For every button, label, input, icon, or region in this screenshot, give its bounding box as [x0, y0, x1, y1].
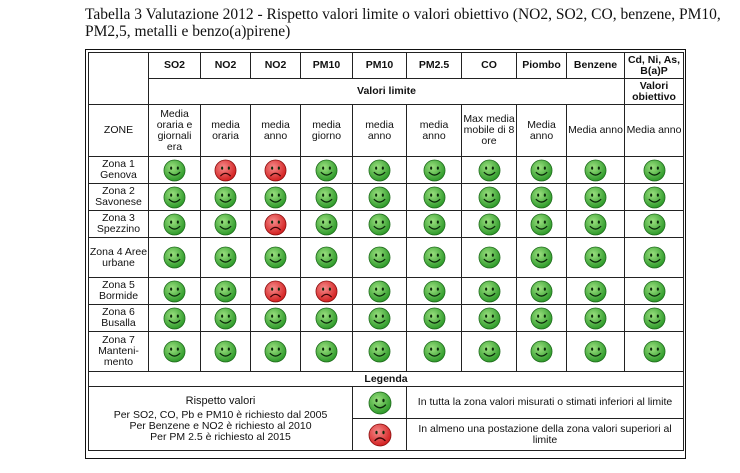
period-header: Media anno [625, 105, 684, 157]
table-caption: Tabella 3 Valutazione 2012 - Rispetto valori limite o valori obiettivo (NO2, SO2, CO, benzene, PM10, PM2,5, metalli e benzo(a)pirene) [85, 6, 721, 40]
zone-row [89, 332, 684, 372]
legend-note: Per SO2, CO, Pb e PM10 è richiesto dal 2005 [113, 409, 328, 421]
zone-header: ZONE [89, 105, 149, 157]
status-cell [407, 211, 462, 238]
period-header: media oraria [201, 105, 251, 157]
status-cell [201, 332, 251, 372]
smiley-green-icon [368, 391, 392, 415]
status-cell [407, 184, 462, 211]
status-cell [301, 278, 353, 305]
status-cell [462, 157, 517, 184]
status-cell [517, 157, 567, 184]
legend-notes [89, 387, 353, 451]
status-cell [567, 332, 625, 372]
group-header-row [89, 79, 684, 105]
period-header: Media anno [517, 105, 567, 157]
smiley-green-icon [163, 186, 186, 209]
status-cell [407, 305, 462, 332]
smiley-green-icon [423, 340, 446, 363]
status-cell [517, 278, 567, 305]
evaluation-table [88, 52, 684, 451]
status-cell [567, 157, 625, 184]
status-cell [517, 238, 567, 278]
legend-left-title: Rispetto valori [185, 395, 256, 407]
status-cell [353, 332, 407, 372]
smiley-green-icon [315, 307, 338, 330]
pollutant-header: NO2 [251, 53, 301, 79]
smiley-green-icon [368, 186, 391, 209]
smiley-green-icon [163, 280, 186, 303]
smiley-green-icon [214, 246, 237, 269]
legend-title-row [89, 372, 684, 387]
smiley-green-icon [643, 280, 666, 303]
status-cell [625, 305, 684, 332]
smiley-green-icon [423, 213, 446, 236]
status-cell [567, 238, 625, 278]
status-cell [517, 305, 567, 332]
smiley-green-icon [478, 159, 501, 182]
smiley-green-icon [315, 246, 338, 269]
smiley-green-icon [163, 213, 186, 236]
zone-name: Zona 4 Aree urbane [89, 238, 149, 278]
smiley-green-icon [214, 340, 237, 363]
status-cell [625, 238, 684, 278]
status-cell [353, 157, 407, 184]
smiley-green-icon [264, 186, 287, 209]
smiley-green-icon [423, 280, 446, 303]
smiley-green-icon [530, 213, 553, 236]
status-cell [301, 184, 353, 211]
status-cell [251, 184, 301, 211]
smiley-green-icon [163, 246, 186, 269]
status-cell [462, 238, 517, 278]
status-cell [149, 157, 201, 184]
period-header: Max media mobile di 8 ore [462, 105, 517, 157]
smiley-green-icon [264, 246, 287, 269]
status-cell [462, 211, 517, 238]
status-cell [301, 211, 353, 238]
status-cell [149, 211, 201, 238]
zone-row [89, 238, 684, 278]
status-cell [251, 278, 301, 305]
legend-ko-icon-cell [353, 419, 407, 451]
status-cell [353, 238, 407, 278]
smiley-green-icon [584, 213, 607, 236]
smiley-green-icon [163, 159, 186, 182]
status-cell [407, 332, 462, 372]
smiley-green-icon [368, 213, 391, 236]
status-cell [567, 278, 625, 305]
corner-cell [89, 53, 149, 105]
smiley-green-icon [643, 246, 666, 269]
pollutant-header: Cd, Ni, As, B(a)P [625, 53, 684, 79]
zone-row [89, 278, 684, 305]
pollutant-header-row [89, 53, 684, 79]
status-cell [149, 305, 201, 332]
status-cell [301, 157, 353, 184]
status-cell [149, 238, 201, 278]
smiley-green-icon [214, 307, 237, 330]
smiley-green-icon [368, 340, 391, 363]
smiley-green-icon [423, 186, 446, 209]
smiley-green-icon [584, 186, 607, 209]
period-header: media anno [407, 105, 462, 157]
status-cell [251, 157, 301, 184]
frowny-red-icon [315, 280, 338, 303]
period-header: Media anno [567, 105, 625, 157]
legend-ok-icon-cell [353, 387, 407, 419]
smiley-green-icon [530, 340, 553, 363]
smiley-green-icon [584, 340, 607, 363]
zone-name: Zona 7 Manteni- mento [89, 332, 149, 372]
smiley-green-icon [584, 159, 607, 182]
status-cell [407, 278, 462, 305]
smiley-green-icon [315, 186, 338, 209]
status-cell [625, 157, 684, 184]
status-cell [353, 184, 407, 211]
pollutant-header: PM10 [353, 53, 407, 79]
period-header: media giorno [301, 105, 353, 157]
zone-row [89, 211, 684, 238]
legend-row-ok [89, 387, 684, 419]
pollutant-header: PM10 [301, 53, 353, 79]
smiley-green-icon [530, 186, 553, 209]
status-cell [462, 332, 517, 372]
frowny-red-icon [264, 280, 287, 303]
status-cell [517, 211, 567, 238]
smiley-green-icon [163, 340, 186, 363]
legend-ko-text: In almeno una postazione della zona valori superiori al limite [407, 419, 684, 451]
status-cell [625, 211, 684, 238]
smiley-green-icon [643, 213, 666, 236]
status-cell [407, 238, 462, 278]
frowny-red-icon [368, 423, 392, 447]
smiley-green-icon [643, 340, 666, 363]
smiley-green-icon [315, 159, 338, 182]
legend-note: Per Benzene e NO2 è richiesto al 2010 [129, 420, 312, 432]
smiley-green-icon [368, 280, 391, 303]
smiley-green-icon [643, 159, 666, 182]
frowny-red-icon [214, 159, 237, 182]
status-cell [517, 184, 567, 211]
smiley-green-icon [584, 307, 607, 330]
status-cell [625, 278, 684, 305]
smiley-green-icon [478, 307, 501, 330]
pollutant-header: SO2 [149, 53, 201, 79]
smiley-green-icon [530, 159, 553, 182]
smiley-green-icon [368, 307, 391, 330]
smiley-green-icon [530, 246, 553, 269]
smiley-green-icon [478, 280, 501, 303]
frowny-red-icon [264, 159, 287, 182]
status-cell [251, 238, 301, 278]
smiley-green-icon [315, 340, 338, 363]
status-cell [201, 278, 251, 305]
smiley-green-icon [264, 307, 287, 330]
smiley-green-icon [478, 246, 501, 269]
smiley-green-icon [478, 340, 501, 363]
status-cell [462, 278, 517, 305]
zone-row [89, 157, 684, 184]
status-cell [251, 305, 301, 332]
frowny-red-icon [264, 213, 287, 236]
smiley-green-icon [163, 307, 186, 330]
status-cell [201, 157, 251, 184]
pollutant-header: NO2 [201, 53, 251, 79]
status-cell [201, 184, 251, 211]
zone-name: Zona 6 Busalla [89, 305, 149, 332]
legend-title: Legenda [89, 372, 684, 387]
smiley-green-icon [530, 307, 553, 330]
pollutant-header: Benzene [567, 53, 625, 79]
smiley-green-icon [214, 280, 237, 303]
smiley-green-icon [584, 280, 607, 303]
status-cell [353, 211, 407, 238]
group-limit-label: Valori limite [149, 79, 625, 105]
smiley-green-icon [264, 340, 287, 363]
pollutant-header: Piombo [517, 53, 567, 79]
zone-row [89, 184, 684, 211]
period-header: media anno [353, 105, 407, 157]
status-cell [567, 305, 625, 332]
status-cell [301, 305, 353, 332]
status-cell [462, 184, 517, 211]
smiley-green-icon [478, 186, 501, 209]
status-cell [353, 278, 407, 305]
smiley-green-icon [643, 186, 666, 209]
status-cell [625, 184, 684, 211]
group-target-label: Valori obiettivo [625, 79, 684, 105]
status-cell [201, 238, 251, 278]
smiley-green-icon [423, 307, 446, 330]
smiley-green-icon [315, 213, 338, 236]
smiley-green-icon [368, 246, 391, 269]
period-header: Media oraria e giornali era [149, 105, 201, 157]
status-cell [567, 211, 625, 238]
status-cell [567, 184, 625, 211]
status-cell [517, 332, 567, 372]
status-cell [201, 211, 251, 238]
smiley-green-icon [643, 307, 666, 330]
zone-row [89, 305, 684, 332]
zone-name: Zona 1 Genova [89, 157, 149, 184]
smiley-green-icon [530, 280, 553, 303]
zone-name: Zona 5 Bormide [89, 278, 149, 305]
smiley-green-icon [423, 159, 446, 182]
smiley-green-icon [478, 213, 501, 236]
status-cell [149, 278, 201, 305]
status-cell [462, 305, 517, 332]
smiley-green-icon [214, 186, 237, 209]
period-header: media anno [251, 105, 301, 157]
status-cell [251, 332, 301, 372]
period-header-row [89, 105, 684, 157]
smiley-green-icon [584, 246, 607, 269]
zone-name: Zona 3 Spezzino [89, 211, 149, 238]
status-cell [625, 332, 684, 372]
pollutant-header: CO [462, 53, 517, 79]
status-cell [301, 332, 353, 372]
status-cell [201, 305, 251, 332]
smiley-green-icon [368, 159, 391, 182]
status-cell [251, 211, 301, 238]
status-cell [407, 157, 462, 184]
status-cell [149, 184, 201, 211]
status-cell [149, 332, 201, 372]
status-cell [301, 238, 353, 278]
status-cell [353, 305, 407, 332]
legend-note: Per PM 2.5 è richiesto al 2015 [150, 431, 291, 443]
smiley-green-icon [214, 213, 237, 236]
zone-name: Zona 2 Savonese [89, 184, 149, 211]
smiley-green-icon [423, 246, 446, 269]
pollutant-header: PM2.5 [407, 53, 462, 79]
legend-ok-text: In tutta la zona valori misurati o stimati inferiori al limite [407, 387, 684, 419]
